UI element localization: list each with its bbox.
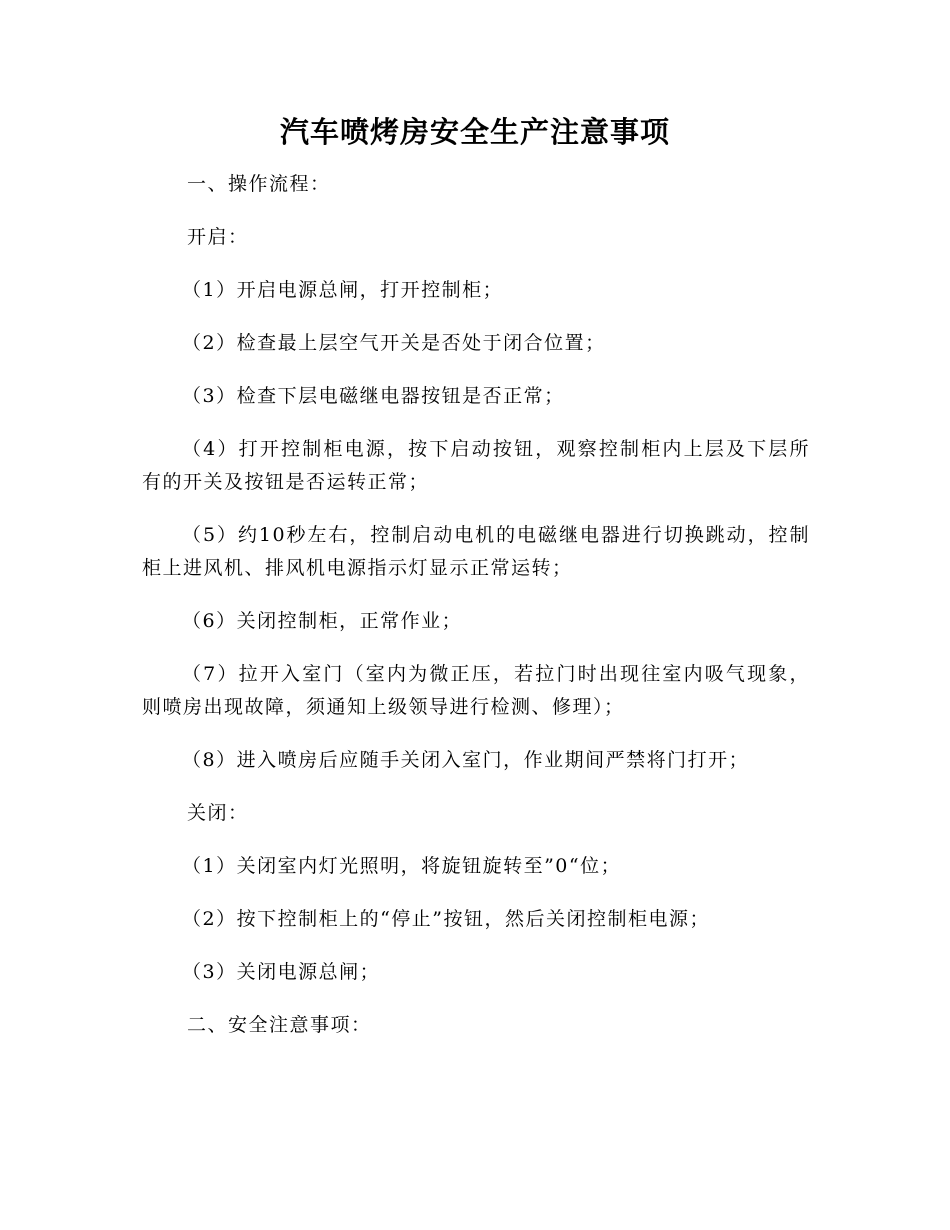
close-step-1: （1）关闭室内灯光照明，将旋钮旋转至”0“位； [182,855,622,877]
start-step-5: （5）约10秒左右，控制启动电机的电磁继电器进行切换跳动，控制柜上进风机、排风机电源指示灯显示正常运转； [142,524,810,579]
document-body [142,168,810,1062]
start-step-7: （7）拉开入室门（室内为微正压，若拉门时出现往室内吸气现象，则喷房出现故障，须通知上级领导进行检测、修理）； [142,663,810,718]
start-step-8: （8）进入喷房后应随手关闭入室门，作业期间严禁将门打开； [182,749,750,771]
start-step-3: （3）检查下层电磁继电器按钮是否正常； [182,385,565,407]
section-heading-safety: 二、安全注意事项： [187,1014,372,1036]
section-heading-operation: 一、操作流程： [187,173,331,195]
subheading-close: 关闭： [187,802,249,824]
start-step-4: （4）打开控制柜电源，按下启动按钮，观察控制柜内上层及下层所有的开关及按钮是否运转正常； [142,438,810,493]
close-step-2: （2）按下控制柜上的“停止”按钮，然后关闭控制柜电源； [182,908,711,930]
subheading-start: 开启： [187,226,249,248]
document-title: 汽车喷烤房安全生产注意事项 [279,115,670,149]
start-step-6: （6）关闭控制柜，正常作业； [182,610,463,632]
start-step-1: （1）开启电源总闸，打开控制柜； [182,279,504,301]
close-step-3: （3）关闭电源总闸； [182,961,381,983]
start-step-2: （2）检查最上层空气开关是否处于闭合位置； [182,332,606,354]
